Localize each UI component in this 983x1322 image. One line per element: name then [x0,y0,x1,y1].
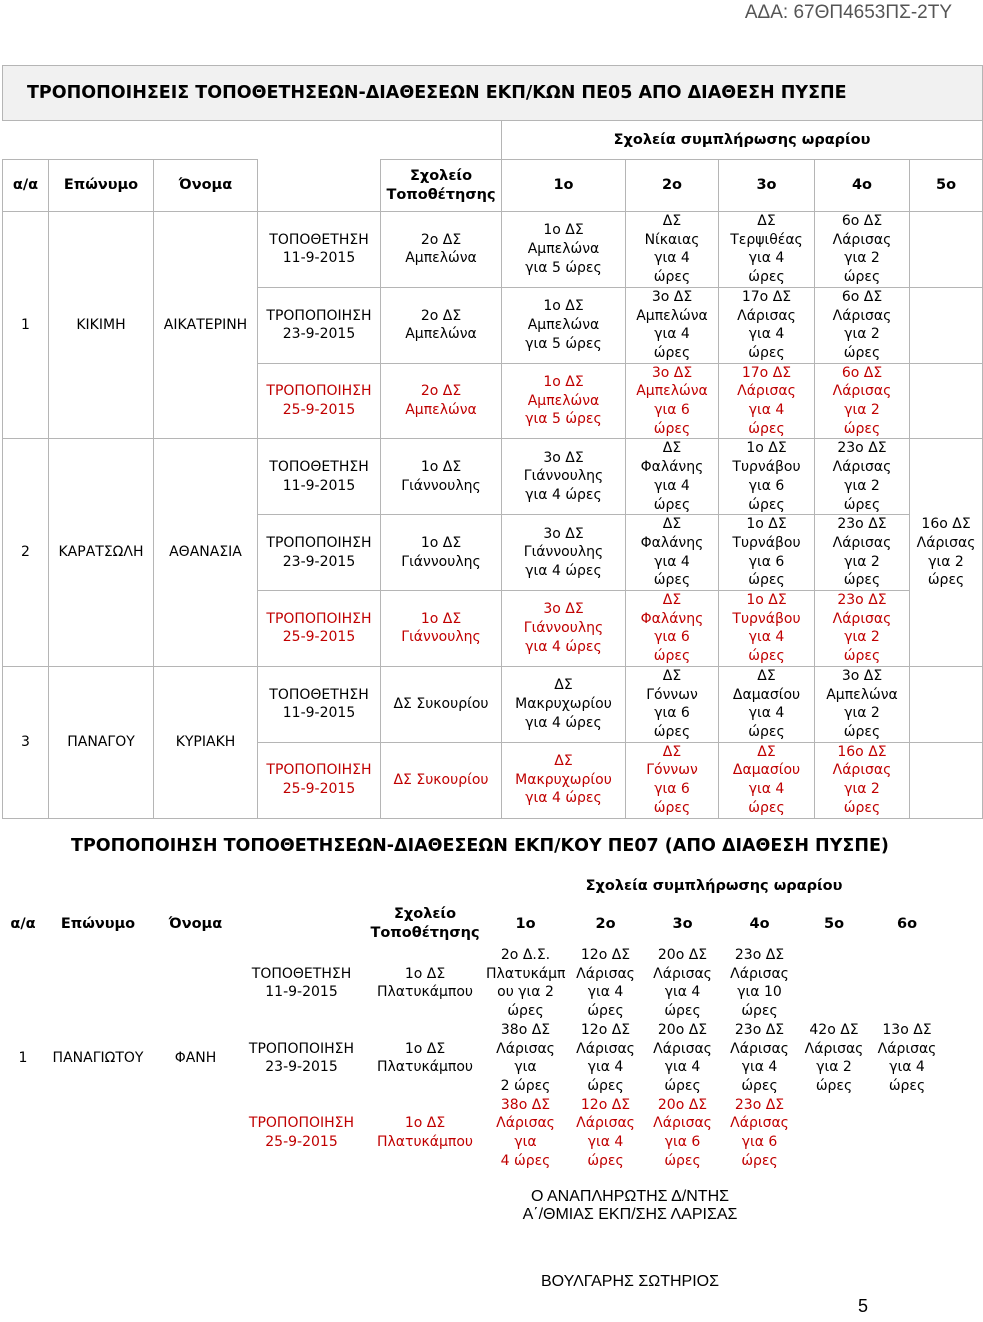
supplement-cell: 3ο ΔΣ Αμπελώνα για 2 ώρες [815,666,910,742]
supplement-cell: 3ο ΔΣ Αμπελώνα για 6 ώρες [626,363,719,439]
action-cell: ΤΟΠΟΘΕΤΗΣΗ 11-9-2015 [258,666,381,742]
signature-line1: Ο ΑΝΑΠΛΗΡΩΤΗΣ Δ/ΝΤΗΣ [530,1188,730,1205]
supplement-cell [910,212,983,288]
person-name: ΑΘΑΝΑΣΙΑ [154,439,258,666]
col-school-2: Σχολείο Τοποθέτησης [370,906,480,941]
signature-title [430,1188,830,1224]
person-surname: ΠΑΝΑΓΙΩΤΟΥ [52,1049,144,1066]
action-cell: ΤΡΟΠΟΠΟΙΗΣΗ 23-9-2015 [248,1040,355,1076]
supplement-cell [798,1096,870,1171]
pe07-table [4,870,944,1170]
supplement-cell: ΔΣ Δαμασίου για 4 ώρες [719,742,815,818]
supplement-cell [910,666,983,742]
supplement-cell: 1ο ΔΣ Τυρνάβου για 6 ώρες [719,515,815,591]
supplement-cell: ΔΣ Μακρυχωρίου για 4 ώρες [502,742,626,818]
supplement-cell [910,363,983,439]
person-surname: ΠΑΝΑΓΟΥ [49,666,154,818]
supplement-cell: 38ο ΔΣ Λάρισας για 4 ώρες [496,1096,555,1169]
action-cell: ΤΡΟΠΟΠΟΙΗΣΗ 25-9-2015 [258,591,381,667]
supplement-cell: 13ο ΔΣ Λάρισας για 4 ώρες [877,1021,937,1094]
action-cell: ΤΡΟΠΟΠΟΙΗΣΗ 23-9-2015 [258,515,381,591]
action-cell: ΤΡΟΠΟΠΟΙΗΣΗ 25-9-2015 [248,1115,355,1151]
supplement-cell: ΔΣ Φαλάνης για 4 ώρες [626,439,719,515]
supplement-cell: ΔΣ Φαλάνης για 6 ώρες [626,591,719,667]
supplement-cell: ΔΣ Γόννων για 6 ώρες [626,666,719,742]
col-surname: Επώνυμο [49,160,154,212]
supplement-cell: 23ο ΔΣ Λάρισας για 6 ώρες [730,1096,789,1169]
supplement-cell: 17ο ΔΣ Λάρισας για 4 ώρες [719,363,815,439]
person-aa: 1 [3,212,49,439]
col-aa: α/α [3,160,49,212]
school-cell: ΔΣ Συκουρίου [381,742,502,818]
col-s2: 2ο [626,160,719,212]
supplement-cell [910,742,983,818]
col2-s3: 3ο [672,915,693,932]
supplement-cell: 3ο ΔΣ Γιάννουλης για 4 ώρες [502,515,626,591]
col-s3: 3ο [719,160,815,212]
person-surname: ΚΙΚΙΜΗ [49,212,154,439]
col-s1: 1ο [502,160,626,212]
supplement-cell: 23ο ΔΣ Λάρισας για 2 ώρες [815,439,910,515]
supplement-cell: ΔΣ Γόννων για 6 ώρες [626,742,719,818]
school-cell: 2ο ΔΣ Αμπελώνα [381,363,502,439]
supplement-cell: 6ο ΔΣ Λάρισας για 2 ώρες [815,212,910,288]
school-cell: 1ο ΔΣ Γιάννουλης [381,591,502,667]
person-aa: 2 [3,439,49,666]
col-name: Όνομα [154,160,258,212]
school-cell: 1ο ΔΣ Γιάννουλης [381,515,502,591]
school-cell: 1ο ΔΣ Πλατυκάμπου [376,965,474,1001]
person-aa: 1 [18,1049,28,1066]
supplement-cell: 12ο ΔΣ Λάρισας για 4 ώρες [576,947,635,1020]
person-name: ΑΙΚΑΤΕΡΙΝΗ [154,212,258,439]
supplement-cell: ΔΣ Φαλάνης για 4 ώρες [626,515,719,591]
action-cell: ΤΟΠΟΘΕΤΗΣΗ 11-9-2015 [258,439,381,515]
pe07-title: ΤΡΟΠΟΠΟΙΗΣΗ ΤΟΠΟΘΕΤΗΣΕΩΝ-ΔΙΑΘΕΣΕΩΝ ΕΚΠ/ΚΟΥ ΠΕ07 (ΑΠΟ ΔΙΑΘΕΣΗ ΠΥΣΠΕ) [71,836,889,856]
supplement-cell: 23ο ΔΣ Λάρισας για 2 ώρες [815,591,910,667]
signature-line2: Α΄/ΘΜΙΑΣ ΕΚΠ/ΣΗΣ ΛΑΡΙΣΑΣ [522,1206,738,1223]
supplement-cell: ΔΣ Τερψιθέας για 4 ώρες [719,212,815,288]
col-school: Σχολείο Τοποθέτησης [381,160,502,212]
supplement-cell: 6ο ΔΣ Λάρισας για 2 ώρες [815,287,910,363]
supplement-cell [798,946,870,1021]
school-cell: 1ο ΔΣ Γιάννουλης [381,439,502,515]
action-cell: ΤΡΟΠΟΠΟΙΗΣΗ 23-9-2015 [258,287,381,363]
col2-s6: 6ο [896,915,918,932]
supplement-cell: 20ο ΔΣ Λάρισας για 6 ώρες [653,1096,712,1169]
school-cell: ΔΣ Συκουρίου [381,666,502,742]
supplement-cell: 20ο ΔΣ Λάρισας για 4 ώρες [653,1021,712,1094]
supplement-cell: ΔΣ Μακρυχωρίου για 4 ώρες [502,666,626,742]
supplement-cell: 3ο ΔΣ Γιάννουλης για 4 ώρες [502,439,626,515]
col2-s5: 5ο [823,915,845,932]
person-name: ΚΥΡΙΑΚΗ [154,666,258,818]
supplement-cell: 1ο ΔΣ Αμπελώνα για 5 ώρες [502,363,626,439]
page-number: 5 [857,1296,868,1316]
supplement-cell: ΔΣ Δαμασίου για 4 ώρες [719,666,815,742]
school-cell: 1ο ΔΣ Πλατυκάμπου [376,1040,474,1076]
person-surname: ΚΑΡΑΤΣΩΛΗ [49,439,154,666]
supplement-cell: 2ο Δ.Σ. Πλατυκάμπ ου για 2 ώρες [486,947,566,1020]
supplement-cell: 16ο ΔΣ Λάρισας για 2 ώρες [815,742,910,818]
col-surname-2: Επώνυμο [60,915,136,932]
supplement-cell: 1ο ΔΣ Αμπελώνα για 5 ώρες [502,212,626,288]
col2-s4: 4ο [749,915,770,932]
ada-code: ΑΔΑ: 67ΘΠ4653ΠΣ-2ΤΥ [744,2,952,23]
supplement-header-2: Σχολεία συμπλήρωσης ωραρίου [585,877,843,894]
supplement-cell: 23ο ΔΣ Λάρισας για 10 ώρες [730,947,789,1020]
pe05-table [2,65,983,819]
action-cell: ΤΡΟΠΟΠΟΙΗΣΗ 25-9-2015 [258,363,381,439]
supplement-cell: ΔΣ Νίκαιας για 4 ώρες [626,212,719,288]
supplement-cell: 38ο ΔΣ Λάρισας για 2 ώρες [496,1021,555,1094]
supplement-cell: 12ο ΔΣ Λάρισας για 4 ώρες [576,1096,635,1169]
supplement-cell [870,946,944,1021]
supplement-cell: 3ο ΔΣ Γιάννουλης για 4 ώρες [502,591,626,667]
supplement-cell [870,1096,944,1171]
signer-name: ΒΟΥΛΓΑΡΗΣ ΣΩΤΗΡΙΟΣ [541,1273,719,1290]
supplement-cell: 23ο ΔΣ Λάρισας για 2 ώρες [815,515,910,591]
col-s5: 5ο [910,160,983,212]
supplement-cell [910,287,983,363]
supplement-cell: 6ο ΔΣ Λάρισας για 2 ώρες [815,363,910,439]
col-name-2: Όνομα [168,915,223,932]
col2-s2: 2ο [595,915,616,932]
supplement-cell: 23ο ΔΣ Λάρισας για 4 ώρες [730,1021,789,1094]
supplement-cell: 20ο ΔΣ Λάρισας για 4 ώρες [653,947,712,1020]
school-cell: 1ο ΔΣ Πλατυκάμπου [376,1115,474,1151]
school-cell: 2ο ΔΣ Αμπελώνα [381,287,502,363]
supplement-cell: 1ο ΔΣ Αμπελώνα για 5 ώρες [502,287,626,363]
action-cell: ΤΟΠΟΘΕΤΗΣΗ 11-9-2015 [258,212,381,288]
supplement-header: Σχολεία συμπλήρωσης ωραρίου [502,121,983,160]
col-s4: 4ο [815,160,910,212]
action-cell: ΤΟΠΟΘΕΤΗΣΗ 11-9-2015 [251,965,352,1001]
supplement-cell: 42ο ΔΣ Λάρισας για 2 ώρες [804,1021,864,1094]
col-aa-2: α/α [10,915,36,932]
person-aa: 3 [3,666,49,818]
action-cell: ΤΡΟΠΟΠΟΙΗΣΗ 25-9-2015 [258,742,381,818]
supplement-cell: 1ο ΔΣ Τυρνάβου για 6 ώρες [719,439,815,515]
table-title: ΤΡΟΠΟΠΟΙΗΣΕΙΣ ΤΟΠΟΘΕΤΗΣΕΩΝ-ΔΙΑΘΕΣΕΩΝ ΕΚΠ/ΚΩΝ ΠΕ05 ΑΠΟ ΔΙΑΘΕΣΗ ΠΥΣΠΕ [3,66,983,121]
supplement-cell: 3ο ΔΣ Αμπελώνα για 4 ώρες [626,287,719,363]
supplement-cell: 12ο ΔΣ Λάρισας για 4 ώρες [576,1021,635,1094]
supplement-cell: 1ο ΔΣ Τυρνάβου για 4 ώρες [719,591,815,667]
col2-s1: 1ο [515,915,536,932]
supplement-cell: 16ο ΔΣ Λάρισας για 2 ώρες [910,439,983,666]
supplement-cell: 17ο ΔΣ Λάρισας για 4 ώρες [719,287,815,363]
school-cell: 2ο ΔΣ Αμπελώνα [381,212,502,288]
person-name: ΦΑΝΗ [174,1049,217,1066]
